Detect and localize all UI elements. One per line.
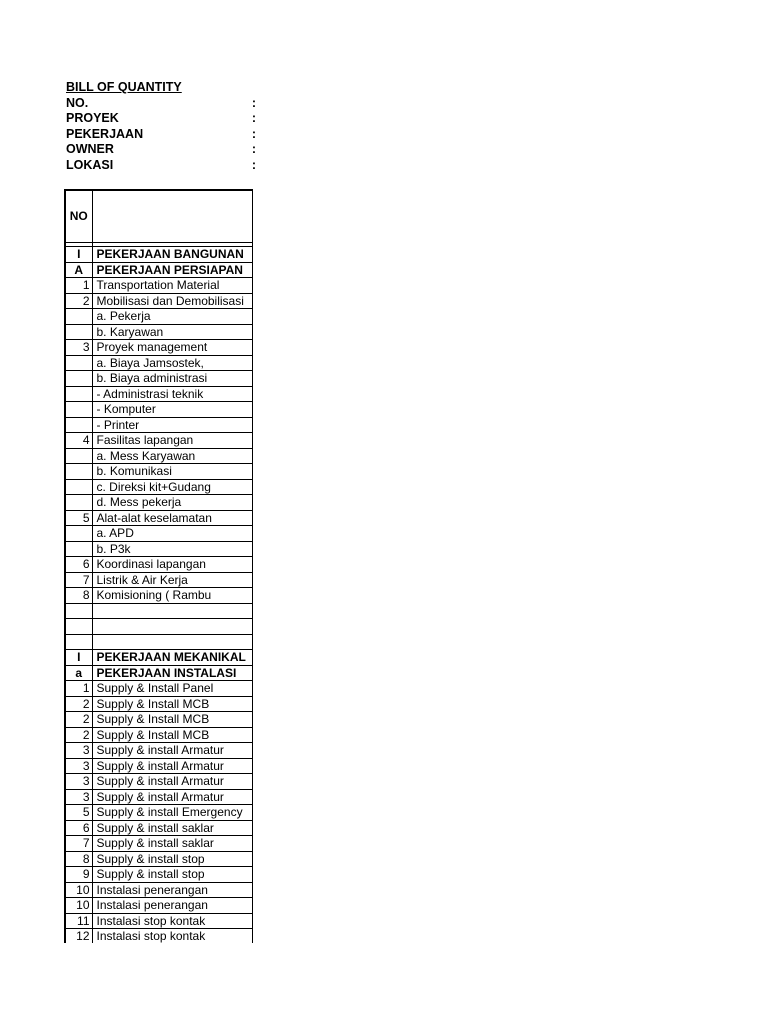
table-row	[65, 464, 253, 480]
cell-no[interactable]	[65, 417, 92, 433]
cell-no[interactable]	[65, 619, 92, 635]
cell-no[interactable]: 3	[65, 789, 92, 805]
cell-description[interactable]: Supply & install Armatur	[92, 743, 253, 759]
cell-no[interactable]: a	[65, 665, 92, 681]
header-field-label: LOKASI	[66, 157, 114, 172]
cell-description[interactable]: c. Direksi kit+Gudang	[92, 479, 253, 495]
cell-no[interactable]: 7	[65, 572, 92, 588]
table-row	[65, 495, 253, 511]
header-field-separator: :	[251, 157, 256, 172]
table-row	[65, 929, 253, 944]
cell-description[interactable]: Supply & install Armatur	[92, 758, 253, 774]
table-row	[65, 386, 253, 402]
cell-description[interactable]: Komisioning ( Rambu	[92, 588, 253, 604]
table-row	[65, 262, 253, 278]
header-field-separator: :	[251, 95, 256, 110]
table-row	[65, 650, 253, 666]
cell-no[interactable]: 2	[65, 696, 92, 712]
header-fields	[66, 96, 256, 174]
cell-description[interactable]: - Printer	[92, 417, 253, 433]
cell-description[interactable]: Mobilisasi dan Demobilisasi	[92, 293, 253, 309]
cell-no[interactable]: 5	[65, 805, 92, 821]
cell-description[interactable]: Supply & Install MCB	[92, 727, 253, 743]
table-row	[65, 479, 253, 495]
table-row	[65, 712, 253, 728]
cell-description[interactable]: d. Mess pekerja	[92, 495, 253, 511]
cell-no[interactable]: 8	[65, 588, 92, 604]
header-field-separator: :	[251, 142, 256, 156]
cell-no[interactable]	[65, 355, 92, 371]
table-row	[65, 355, 253, 371]
cell-no[interactable]: 4	[65, 433, 92, 449]
cell-no[interactable]: 6	[65, 557, 92, 573]
cell-description[interactable]: Fasilitas lapangan	[92, 433, 253, 449]
boq-table	[64, 189, 253, 943]
cell-description[interactable]: PEKERJAAN BANGUNAN	[92, 247, 253, 263]
table-header-row	[65, 190, 253, 243]
cell-no[interactable]: 2	[65, 727, 92, 743]
cell-description[interactable]	[92, 634, 253, 650]
cell-no[interactable]: 3	[65, 758, 92, 774]
cell-description[interactable]	[92, 603, 253, 619]
cell-description[interactable]: Instalasi stop kontak	[92, 929, 253, 944]
cell-description[interactable]: Supply & Install Panel	[92, 681, 253, 697]
cell-description[interactable]: Supply & install Armatur	[92, 789, 253, 805]
cell-description[interactable]: Supply & Install MCB	[92, 712, 253, 728]
table-row	[65, 433, 253, 449]
cell-no[interactable]: 3	[65, 743, 92, 759]
cell-description[interactable]: PEKERJAAN PERSIAPAN	[92, 262, 253, 278]
cell-no[interactable]: A	[65, 262, 92, 278]
cell-no[interactable]	[65, 479, 92, 495]
cell-description[interactable]: Supply & install Emergency	[92, 805, 253, 821]
table-row	[65, 324, 253, 340]
cell-description[interactable]: Proyek management	[92, 340, 253, 356]
cell-description[interactable]: Instalasi penerangan	[92, 882, 253, 898]
header-field-separator: :	[251, 126, 256, 141]
cell-no[interactable]: 7	[65, 836, 92, 852]
cell-description[interactable]: Koordinasi lapangan	[92, 557, 253, 573]
table-row	[65, 510, 253, 526]
table-row	[65, 758, 253, 774]
cell-description[interactable]: Instalasi stop kontak	[92, 913, 253, 929]
table-row	[65, 588, 253, 604]
table-row	[65, 309, 253, 325]
cell-no[interactable]	[65, 495, 92, 511]
cell-no[interactable]	[65, 371, 92, 387]
cell-description[interactable]: a. Mess Karyawan	[92, 448, 253, 464]
header-field-label: OWNER	[66, 142, 114, 156]
cell-description[interactable]: Supply & install saklar	[92, 836, 253, 852]
cell-description[interactable]: b. P3k	[92, 541, 253, 557]
cell-no[interactable]	[65, 634, 92, 650]
cell-no[interactable]	[65, 324, 92, 340]
cell-description[interactable]: Supply & install stop	[92, 851, 253, 867]
cell-no[interactable]: 10	[65, 898, 92, 914]
cell-no[interactable]: 2	[65, 293, 92, 309]
header-field-row	[66, 158, 256, 174]
table-row	[65, 789, 253, 805]
table-row	[65, 774, 253, 790]
cell-description[interactable]: b. Biaya administrasi	[92, 371, 253, 387]
header-field-separator: :	[251, 111, 256, 125]
cell-no[interactable]: 12	[65, 929, 92, 944]
table-row	[65, 448, 253, 464]
header-field-label: PROYEK	[66, 111, 119, 125]
cell-no[interactable]: 11	[65, 913, 92, 929]
cell-no[interactable]	[65, 464, 92, 480]
cell-description[interactable]: PEKERJAAN MEKANIKAL	[92, 650, 253, 666]
table-row	[65, 867, 253, 883]
cell-description[interactable]	[92, 619, 253, 635]
table-row	[65, 727, 253, 743]
cell-no[interactable]: 3	[65, 774, 92, 790]
table-row	[65, 371, 253, 387]
header-field-row	[66, 142, 256, 158]
cell-no[interactable]: 3	[65, 340, 92, 356]
cell-no[interactable]	[65, 541, 92, 557]
cell-description[interactable]: Transportation Material	[92, 278, 253, 294]
cell-description[interactable]: b. Komunikasi	[92, 464, 253, 480]
table-row	[65, 402, 253, 418]
cell-no[interactable]: I	[65, 247, 92, 263]
header-field-row	[66, 111, 256, 127]
cell-description[interactable]: a. Pekerja	[92, 309, 253, 325]
header-field-label: PEKERJAAN	[66, 126, 144, 141]
table-row	[65, 526, 253, 542]
table-row	[65, 278, 253, 294]
table-row	[65, 696, 253, 712]
cell-description[interactable]: - Komputer	[92, 402, 253, 418]
header-field-row	[66, 127, 256, 143]
table-row	[65, 805, 253, 821]
spreadsheet-viewport[interactable]	[64, 189, 253, 943]
cell-no[interactable]	[65, 448, 92, 464]
cell-no[interactable]	[65, 309, 92, 325]
cell-no[interactable]: 2	[65, 712, 92, 728]
cell-no[interactable]: I	[65, 650, 92, 666]
table-row	[65, 293, 253, 309]
cell-description[interactable]: Listrik & Air Kerja	[92, 572, 253, 588]
cell-no[interactable]: 10	[65, 882, 92, 898]
table-row	[65, 619, 253, 635]
cell-no[interactable]: 1	[65, 278, 92, 294]
cell-no[interactable]: 6	[65, 820, 92, 836]
column-header-no: NO	[65, 190, 92, 243]
table-row	[65, 743, 253, 759]
cell-description[interactable]: PEKERJAAN INSTALASI	[92, 665, 253, 681]
table-row	[65, 603, 253, 619]
table-row	[65, 681, 253, 697]
column-header-description	[92, 190, 253, 243]
table-row	[65, 247, 253, 263]
cell-description[interactable]: a. Biaya Jamsostek,	[92, 355, 253, 371]
table-row	[65, 665, 253, 681]
cell-no[interactable]	[65, 526, 92, 542]
cell-description[interactable]: b. Karyawan	[92, 324, 253, 340]
table-row	[65, 898, 253, 914]
header-field-label: NO.	[66, 95, 89, 110]
cell-description[interactable]: Alat-alat keselamatan	[92, 510, 253, 526]
cell-description[interactable]: Supply & install saklar	[92, 820, 253, 836]
cell-description[interactable]: Supply & install Armatur	[92, 774, 253, 790]
table-row	[65, 836, 253, 852]
cell-no[interactable]: 5	[65, 510, 92, 526]
table-row	[65, 541, 253, 557]
cell-description[interactable]: Instalasi penerangan	[92, 898, 253, 914]
table-row	[65, 851, 253, 867]
table-row	[65, 340, 253, 356]
boq-header	[66, 80, 256, 173]
cell-no[interactable]	[65, 386, 92, 402]
table-row	[65, 557, 253, 573]
table-row	[65, 572, 253, 588]
cell-no[interactable]: 8	[65, 851, 92, 867]
cell-no[interactable]: 9	[65, 867, 92, 883]
header-field-row	[66, 96, 256, 112]
table-row	[65, 417, 253, 433]
document-title: BILL OF QUANTITY	[66, 80, 182, 94]
cell-no[interactable]	[65, 402, 92, 418]
cell-description[interactable]: - Administrasi teknik	[92, 386, 253, 402]
cell-no[interactable]	[65, 603, 92, 619]
cell-description[interactable]: Supply & Install MCB	[92, 696, 253, 712]
table-row	[65, 634, 253, 650]
table-row	[65, 882, 253, 898]
cell-description[interactable]: a. APD	[92, 526, 253, 542]
table-row	[65, 820, 253, 836]
cell-description[interactable]: Supply & install stop	[92, 867, 253, 883]
cell-no[interactable]: 1	[65, 681, 92, 697]
table-row	[65, 913, 253, 929]
